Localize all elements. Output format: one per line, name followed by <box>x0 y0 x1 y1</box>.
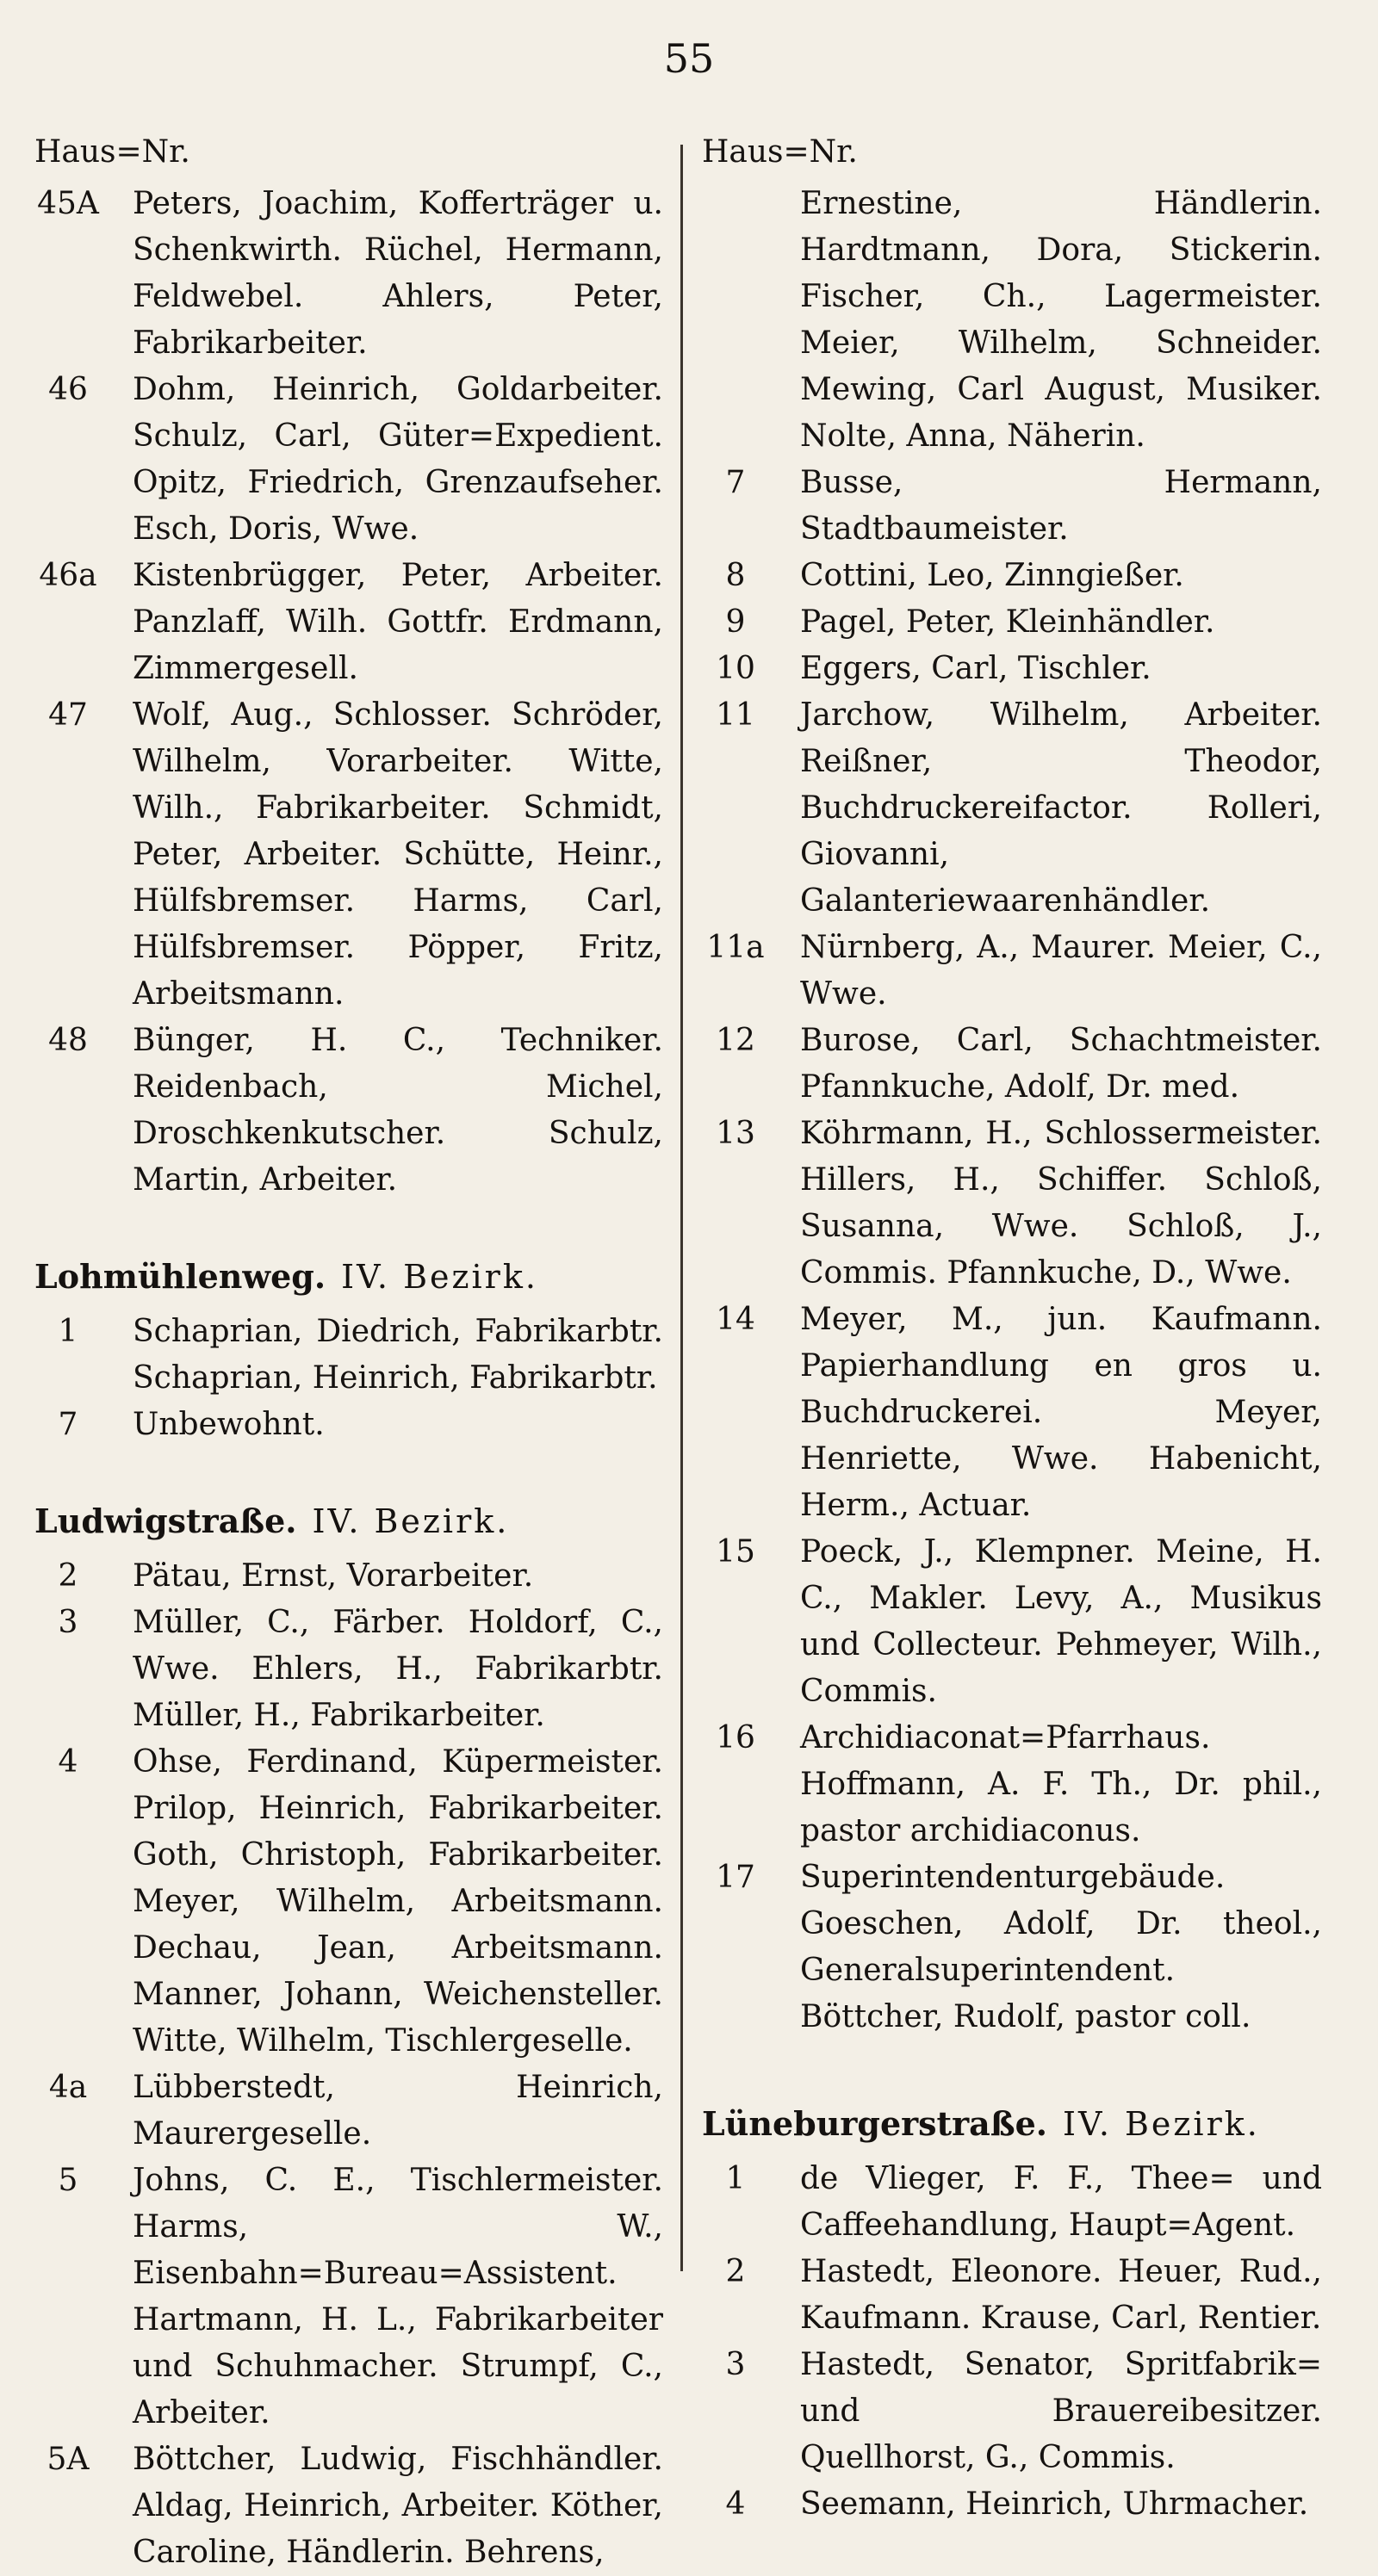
resident-list: Schaprian, Diedrich, Fabrikarbtr. Schaprian, Heinrich, Fabrikarbtr. <box>133 1314 663 1396</box>
resident-list: Unbewohnt. <box>133 1407 325 1442</box>
house-number: 16 <box>716 1720 755 1756</box>
resident-list: Poeck, J., Klempner. Meine, H. C., Makler. Levy, A., Musikus und Collecteur. Pehmeyer, Wilh., Commis. <box>800 1534 1322 1709</box>
house-number: 13 <box>716 1116 755 1151</box>
page-number: 55 <box>663 35 715 82</box>
house-number: 4 <box>58 1744 78 1780</box>
left-column <box>34 129 663 2576</box>
street-name: Lüneburgerstraße. <box>702 2104 1048 2143</box>
house-number-header: Haus=Nr. <box>702 134 858 170</box>
house-number: 2 <box>58 1558 78 1594</box>
address-entry <box>702 1018 1322 1111</box>
resident-list: Dohm, Heinrich, Goldarbeiter. Schulz, Carl, Güter=Expedient. Opitz, Friedrich, Grenzaufseher. Esch, Doris, Wwe. <box>133 372 663 547</box>
house-number: 48 <box>48 1023 88 1058</box>
address-entry <box>34 1402 663 1448</box>
address-entry <box>34 692 663 1018</box>
address-entry <box>702 2481 1322 2528</box>
resident-list: Hastedt, Senator, Spritfabrik= und Brauereibesitzer. Quellhorst, G., Commis. <box>800 2347 1322 2475</box>
district-label: IV. Bezirk. <box>341 1258 538 1296</box>
house-number: 15 <box>716 1534 755 1570</box>
address-entry <box>34 1018 663 1204</box>
house-number: 9 <box>725 604 746 640</box>
street-section <box>34 1254 663 1448</box>
house-number: 5A <box>47 2442 90 2477</box>
continuation-entries <box>34 181 663 1204</box>
address-entry <box>702 599 1322 646</box>
resident-list: de Vlieger, F. F., Thee= und Caffeehandlung, Haupt=Agent. <box>800 2161 1322 2243</box>
address-entry <box>702 1111 1322 1297</box>
house-number: 7 <box>725 465 746 500</box>
address-entry <box>34 367 663 553</box>
house-number: 4 <box>725 2486 746 2522</box>
resident-list: Kistenbrügger, Peter, Arbeiter. Panzlaff, Wilh. Gottfr. Erdmann, Zimmergesell. <box>133 558 663 686</box>
address-entry <box>34 1600 663 1739</box>
house-number: 11 <box>716 697 755 733</box>
street-sections <box>34 1254 663 2576</box>
street-heading <box>34 1254 663 1302</box>
resident-list: Ernestine, Händlerin. Hardtmann, Dora, Stickerin. Fischer, Ch., Lagermeister. Meier, Wilhelm, Schneider. Mewing, Carl August, Musiker. Nolte, Anna, Näherin. <box>800 186 1322 454</box>
resident-list: Köhrmann, H., Schlossermeister. Hillers, H., Schiffer. Schloß, Susanna, Wwe. Schloß, J., Commis. Pfannkuche, D., Wwe. <box>800 1116 1322 1291</box>
house-number: 2 <box>725 2254 746 2289</box>
address-entry <box>34 2437 663 2576</box>
house-number: 1 <box>725 2161 746 2196</box>
resident-list: Busse, Hermann, Stadtbaumeister. <box>800 465 1322 547</box>
resident-list: Ohse, Ferdinand, Küpermeister. Prilop, Heinrich, Fabrikarbeiter. Goth, Christoph, Fabrikarbeiter. Meyer, Wilhelm, Arbeitsmann. Dechau, Jean, Arbeitsmann. Manner, Johann, Weichensteller. Witte, Wilhelm, Tischlergeselle. <box>133 1744 663 2059</box>
resident-list: Archidiaconat=Pfarrhaus. Hoffmann, A. F. Th., Dr. phil., pastor archidiaconus. <box>800 1720 1322 1848</box>
house-number: 17 <box>716 1860 755 1895</box>
house-number: 3 <box>725 2347 746 2382</box>
district-label: IV. Bezirk. <box>312 1502 510 1540</box>
resident-list: Lübberstedt, Heinrich, Maurergeselle. <box>133 2070 663 2152</box>
address-entry <box>34 181 663 367</box>
resident-list: Seemann, Heinrich, Uhrmacher. <box>800 2486 1309 2522</box>
house-number: 3 <box>58 1605 78 1640</box>
house-number: 4a <box>48 2070 88 2105</box>
resident-list: Johns, C. E., Tischlermeister. Harms, W., Eisenbahn=Bureau=Assistent. Hartmann, H. L., Fabrikarbeiter und Schuhmacher. Strumpf, C., Arbeiter. <box>133 2163 663 2430</box>
resident-list: Müller, C., Färber. Holdorf, C., Wwe. Ehlers, H., Fabrikarbtr. Müller, H., Fabrikarbeiter. <box>133 1605 663 1733</box>
address-entry <box>702 1297 1322 1529</box>
street-heading <box>34 1498 663 1546</box>
resident-list: Böttcher, Ludwig, Fischhändler. Aldag, Heinrich, Arbeiter. Köther, Caroline, Händlerin. Behrens, <box>133 2442 663 2570</box>
address-entry <box>34 1739 663 2065</box>
house-number: 47 <box>48 697 88 733</box>
address-entry <box>34 2158 663 2437</box>
house-number: 14 <box>716 1302 755 1337</box>
street-heading <box>702 2101 1322 2149</box>
column-divider <box>680 145 683 2271</box>
street-section <box>702 2101 1322 2528</box>
resident-list: Burose, Carl, Schachtmeister. Pfannkuche, Adolf, Dr. med. <box>800 1023 1322 1105</box>
house-number-header: Haus=Nr. <box>34 134 190 170</box>
district-label: IV. Bezirk. <box>1063 2105 1260 2143</box>
house-number: 45A <box>37 186 99 221</box>
house-number: 1 <box>58 1314 78 1349</box>
address-entry <box>702 2249 1322 2342</box>
address-entry <box>702 925 1322 1018</box>
resident-list: Nürnberg, A., Maurer. Meier, C., Wwe. <box>800 930 1322 1012</box>
house-number: 12 <box>716 1023 755 1058</box>
address-entry <box>702 1855 1322 2040</box>
resident-list: Jarchow, Wilhelm, Arbeiter. Reißner, Theodor, Buchdruckereifactor. Rolleri, Giovanni, Galanteriewaarenhändler. <box>800 697 1322 919</box>
address-entry <box>702 692 1322 925</box>
house-number: 11a <box>706 930 765 965</box>
resident-list: Pagel, Peter, Kleinhändler. <box>800 604 1215 640</box>
address-entry <box>702 181 1322 460</box>
house-number: 10 <box>716 651 755 686</box>
right-column <box>702 129 1322 2528</box>
address-entry <box>34 2065 663 2158</box>
continuation-entries <box>702 181 1322 2040</box>
house-number: 5 <box>58 2163 78 2198</box>
address-entry <box>34 1553 663 1600</box>
address-entry <box>702 553 1322 599</box>
address-entry <box>34 1309 663 1402</box>
resident-list: Peters, Joachim, Kofferträger u. Schenkwirth. Rüchel, Hermann, Feldwebel. Ahlers, Peter, Fabrikarbeiter. <box>133 186 663 361</box>
address-entry <box>702 1529 1322 1715</box>
house-number: 46 <box>48 372 88 407</box>
address-entry <box>702 2342 1322 2481</box>
street-name: Ludwigstraße. <box>34 1502 297 1540</box>
house-number: 46a <box>39 558 97 593</box>
resident-list: Superintendenturgebäude. Goeschen, Adolf, Dr. theol., Generalsuperintendent. Böttcher, Rudolf, pastor coll. <box>800 1860 1322 2034</box>
address-entry <box>702 646 1322 692</box>
address-entry <box>702 2156 1322 2249</box>
resident-list: Pätau, Ernst, Vorarbeiter. <box>133 1558 534 1594</box>
resident-list: Cottini, Leo, Zinngießer. <box>800 558 1184 593</box>
address-entry <box>702 460 1322 553</box>
street-section <box>34 1498 663 2576</box>
house-number: 7 <box>58 1407 78 1442</box>
resident-list: Eggers, Carl, Tischler. <box>800 651 1151 686</box>
address-entry <box>702 1715 1322 1855</box>
address-entry <box>34 553 663 692</box>
resident-list: Wolf, Aug., Schlosser. Schröder, Wilhelm, Vorarbeiter. Witte, Wilh., Fabrikarbeiter. Schmidt, Peter, Arbeiter. Schütte, Heinr., Hülfsbremser. Harms, Carl, Hülfsbremser. Pöpper, Fritz, Arbeitsmann. <box>133 697 663 1012</box>
resident-list: Hastedt, Eleonore. Heuer, Rud., Kaufmann. Krause, Carl, Rentier. <box>800 2254 1322 2336</box>
street-sections <box>702 2101 1322 2528</box>
street-name: Lohmühlenweg. <box>34 1257 326 1296</box>
house-number: 8 <box>725 558 746 593</box>
resident-list: Bünger, H. C., Techniker. Reidenbach, Michel, Droschkenkutscher. Schulz, Martin, Arbeiter. <box>133 1023 663 1198</box>
resident-list: Meyer, M., jun. Kaufmann. Papierhandlung en gros u. Buchdruckerei. Meyer, Henriette, Wwe. Habenicht, Herm., Actuar. <box>800 1302 1322 1523</box>
